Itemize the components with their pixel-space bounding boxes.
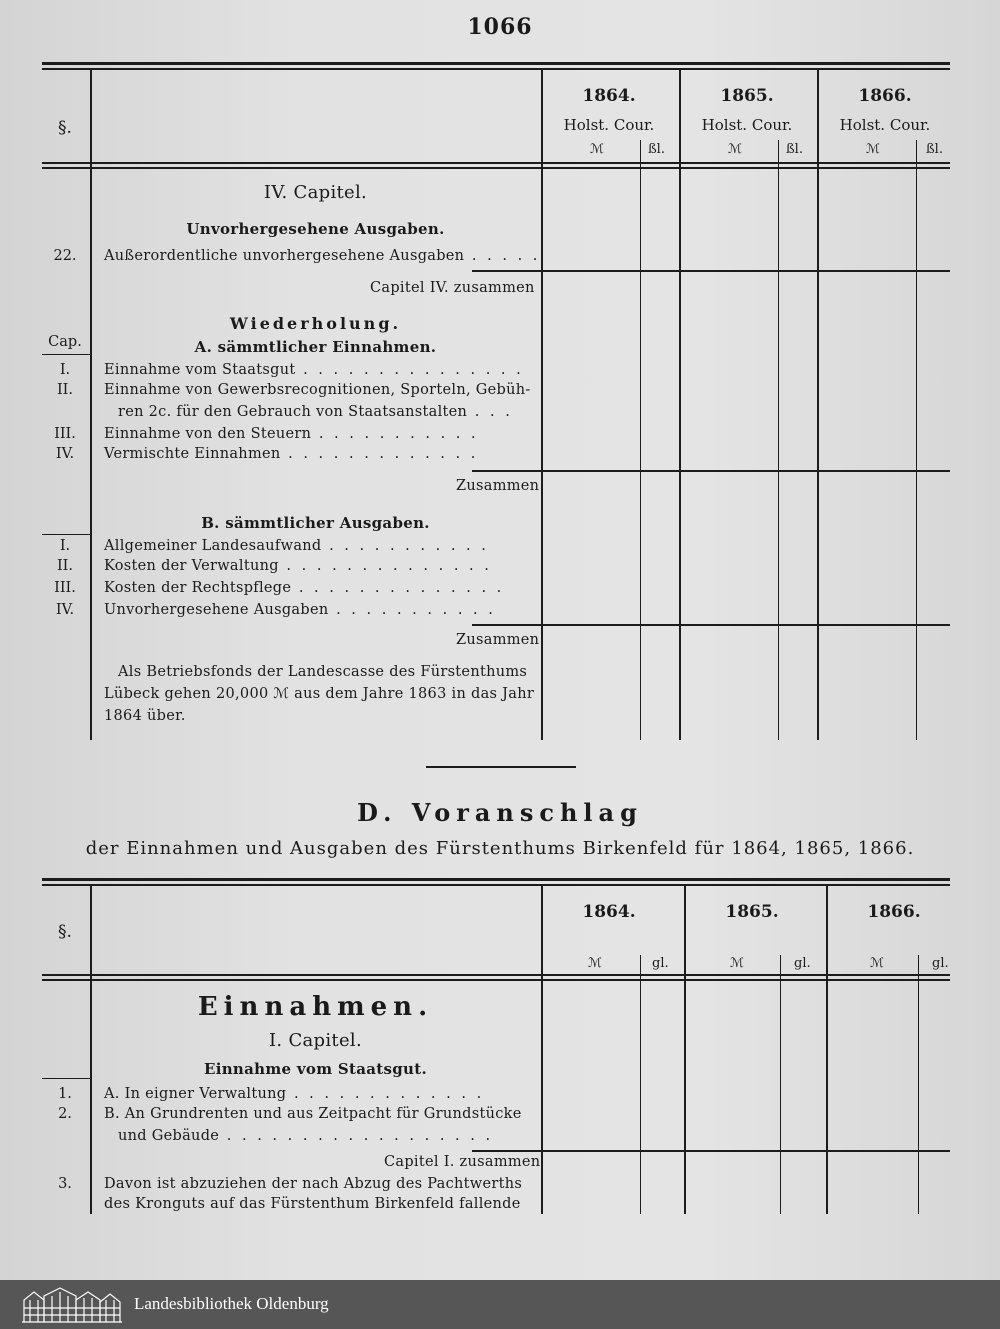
repeat-b-item-4-num: IV. xyxy=(55,602,75,618)
table2-top-rule-2 xyxy=(42,884,950,886)
repeat-b-item-1: Allgemeiner Landesaufwand . . . . . . . . . . . xyxy=(104,538,489,554)
table2-subcolumn-rule-3 xyxy=(918,955,919,1214)
repeat-a-item-2b-text: ren 2c. für den Gebrauch von Staatsanstalten xyxy=(118,404,468,420)
income-item-2-text: B. An Grundrenten und aus Zeitpacht für Grundstücke xyxy=(104,1106,522,1122)
repeat-b-item-3-text: Kosten der Rechtspflege xyxy=(104,580,292,596)
income-deduct-num: 3. xyxy=(58,1176,72,1192)
repeat-a-item-3-num: III. xyxy=(54,426,76,442)
library-name: Landesbibliothek Oldenburg xyxy=(134,1294,329,1313)
income-title: Einnahmen. xyxy=(197,992,434,1022)
repeat-a-item-1-text: Einnahme vom Staatsgut xyxy=(104,362,296,378)
table1-unit-shilling-1864: ßl. xyxy=(648,142,665,157)
table1-subcolumn-rule-3 xyxy=(916,140,917,740)
income-item-2-num: 2. xyxy=(58,1106,72,1122)
income-cap-rule xyxy=(42,1078,90,1079)
table2-unit-groschen-1865: gl. xyxy=(794,956,811,971)
note-line-2: Lübeck gehen 20,000 ℳ aus dem Jahre 1863 in das Jahr xyxy=(104,686,535,702)
repeat-b-item-4: Unvorhergesehene Ausgaben . . . . . . . . . . . xyxy=(104,602,496,618)
income-heading: Einnahme vom Staatsgut. xyxy=(203,1060,428,1078)
income-deduct-line-1: Davon ist abzuziehen der nach Abzug des Pachtwerths xyxy=(104,1176,523,1192)
repeat-b-item-2: Kosten der Verwaltung . . . . . . . . . . . . . . xyxy=(104,558,492,574)
repeat-a-item-2-text: Einnahme von Gewerbsrecognitionen, Sporteln, Gebüh- xyxy=(104,382,531,398)
table2-unit-marks-1864: ℳ xyxy=(588,956,602,971)
table2-column-rule-3 xyxy=(826,886,828,1214)
library-building-icon xyxy=(22,1284,122,1324)
table1-unit-marks-1865: ℳ xyxy=(728,142,742,157)
table2-year-1865: 1865. xyxy=(725,902,779,922)
page-number: 1066 xyxy=(467,14,533,40)
income-item-2b-text: und Gebäude xyxy=(118,1128,220,1144)
repeat-cap-rule xyxy=(42,354,90,355)
repeat-title: Wiederholung. xyxy=(229,314,402,333)
table2-year-1866: 1866. xyxy=(867,902,921,922)
chapter4-sum-rule xyxy=(472,270,950,272)
table1-subcolumn-rule-1 xyxy=(640,140,641,740)
income-sum-rule xyxy=(472,1150,950,1152)
table1-unit-marks-1866: ℳ xyxy=(866,142,880,157)
table1-section-symbol: §. xyxy=(58,118,72,138)
table1-column-rule-2 xyxy=(679,70,681,740)
repeat-b-item-1-text: Allgemeiner Landesaufwand xyxy=(104,538,322,554)
chapter4-row-text: Außerordentliche unvorhergesehene Ausgaben . . . . . xyxy=(104,248,541,264)
table1-year-1864: 1864. xyxy=(582,86,636,106)
table1-currency-1864: Holst. Cour. xyxy=(563,116,655,134)
repeat-a-item-4-num: IV. xyxy=(55,446,75,462)
repeat-a-item-3: Einnahme von den Steuern . . . . . . . . . . . xyxy=(104,426,479,442)
table2-subcolumn-rule-2 xyxy=(780,955,781,1214)
repeat-b-item-2-text: Kosten der Verwaltung xyxy=(104,558,279,574)
chapter4-heading: Unvorhergesehene Ausgaben. xyxy=(186,220,445,238)
repeat-b-sum-rule xyxy=(472,624,950,626)
income-total: Capitel I. zusammen xyxy=(384,1154,541,1170)
repeat-a-item-3-text: Einnahme von den Steuern xyxy=(104,426,312,442)
repeat-b-heading: B. sämmtlicher Ausgaben. xyxy=(201,514,430,532)
chapter4-row-number: 22. xyxy=(53,248,77,264)
budget-subtitle: der Einnahmen und Ausgaben des Fürstenthums Birkenfeld für 1864, 1865, 1866. xyxy=(85,838,915,859)
table1-currency-1865: Holst. Cour. xyxy=(701,116,793,134)
table1-top-rule xyxy=(42,62,950,65)
table2-unit-groschen-1864: gl. xyxy=(652,956,669,971)
table2-subcolumn-rule-1 xyxy=(640,955,641,1214)
repeat-a-total: Zusammen xyxy=(456,478,540,494)
repeat-b-item-3-num: III. xyxy=(54,580,76,596)
table2-header-rule-2 xyxy=(42,979,950,981)
table2-top-rule xyxy=(42,878,950,881)
income-item-1-text: A. In eigner Verwaltung xyxy=(104,1086,287,1102)
income-deduct-line-2: des Kronguts auf das Fürstenthum Birkenfeld fallende xyxy=(104,1196,521,1212)
chapter4-row-label: Außerordentliche unvorhergesehene Ausgaben xyxy=(104,248,465,264)
section-separator xyxy=(426,766,576,768)
table1-currency-1866: Holst. Cour. xyxy=(839,116,931,134)
table1-section-column-rule xyxy=(90,70,92,740)
income-item-2b: und Gebäude . . . . . . . . . . . . . . . . . . xyxy=(118,1128,494,1144)
repeat-a-item-2-num: II. xyxy=(56,382,74,398)
repeat-b-total: Zusammen xyxy=(456,632,540,648)
repeat-a-heading: A. sämmtlicher Einnahmen. xyxy=(194,338,437,356)
table1-year-1865: 1865. xyxy=(720,86,774,106)
note-line-3: 1864 über. xyxy=(104,708,186,724)
chapter4-total: Capitel IV. zusammen xyxy=(370,280,535,296)
table2-unit-groschen-1866: gl. xyxy=(932,956,949,971)
table2-column-rule-1 xyxy=(541,886,543,1214)
table1-column-rule-1 xyxy=(541,70,543,740)
repeat-b-item-3: Kosten der Rechtspflege . . . . . . . . . . . . . . xyxy=(104,580,505,596)
table2-section-symbol: §. xyxy=(58,922,72,942)
income-item-1-num: 1. xyxy=(58,1086,72,1102)
table2-header-rule xyxy=(42,974,950,976)
table2-year-1864: 1864. xyxy=(582,902,636,922)
table1-unit-shilling-1866: ßl. xyxy=(926,142,943,157)
table1-top-rule-2 xyxy=(42,68,950,70)
repeat-a-item-2b: ren 2c. für den Gebrauch von Staatsanstalten . . . xyxy=(118,404,513,420)
repeat-a-item-1: Einnahme vom Staatsgut . . . . . . . . . . . . . . . xyxy=(104,362,524,378)
table1-column-rule-3 xyxy=(817,70,819,740)
table1-unit-marks-1864: ℳ xyxy=(590,142,604,157)
repeat-b-item-1-num: I. xyxy=(59,538,71,554)
table1-header-rule-2 xyxy=(42,167,950,169)
repeat-b-cap-rule xyxy=(42,534,90,535)
table2-unit-marks-1866: ℳ xyxy=(870,956,884,971)
income-chapter: I. Capitel. xyxy=(268,1030,362,1051)
table2-unit-marks-1865: ℳ xyxy=(730,956,744,971)
table1-unit-shilling-1865: ßl. xyxy=(786,142,803,157)
table1-subcolumn-rule-2 xyxy=(778,140,779,740)
table1-year-1866: 1866. xyxy=(858,86,912,106)
repeat-b-item-4-text: Unvorhergesehene Ausgaben xyxy=(104,602,329,618)
repeat-a-sum-rule xyxy=(472,470,950,472)
budget-title: D. Voranschlag xyxy=(357,798,643,827)
library-footer xyxy=(0,1280,1000,1329)
table1-header-rule xyxy=(42,162,950,164)
income-item-1: A. In eigner Verwaltung . . . . . . . . . . . . . xyxy=(104,1086,485,1102)
table2-column-rule-2 xyxy=(684,886,686,1214)
repeat-b-item-2-num: II. xyxy=(56,558,74,574)
note-line-1: Als Betriebsfonds der Landescasse des Fürstenthums xyxy=(118,664,528,680)
repeat-a-item-1-num: I. xyxy=(59,362,71,378)
repeat-a-item-4-text: Vermischte Einnahmen xyxy=(104,446,281,462)
repeat-cap-label: Cap. xyxy=(48,334,82,350)
chapter4-title: IV. Capitel. xyxy=(263,182,368,203)
repeat-a-item-4: Vermischte Einnahmen . . . . . . . . . . . . . xyxy=(104,446,479,462)
